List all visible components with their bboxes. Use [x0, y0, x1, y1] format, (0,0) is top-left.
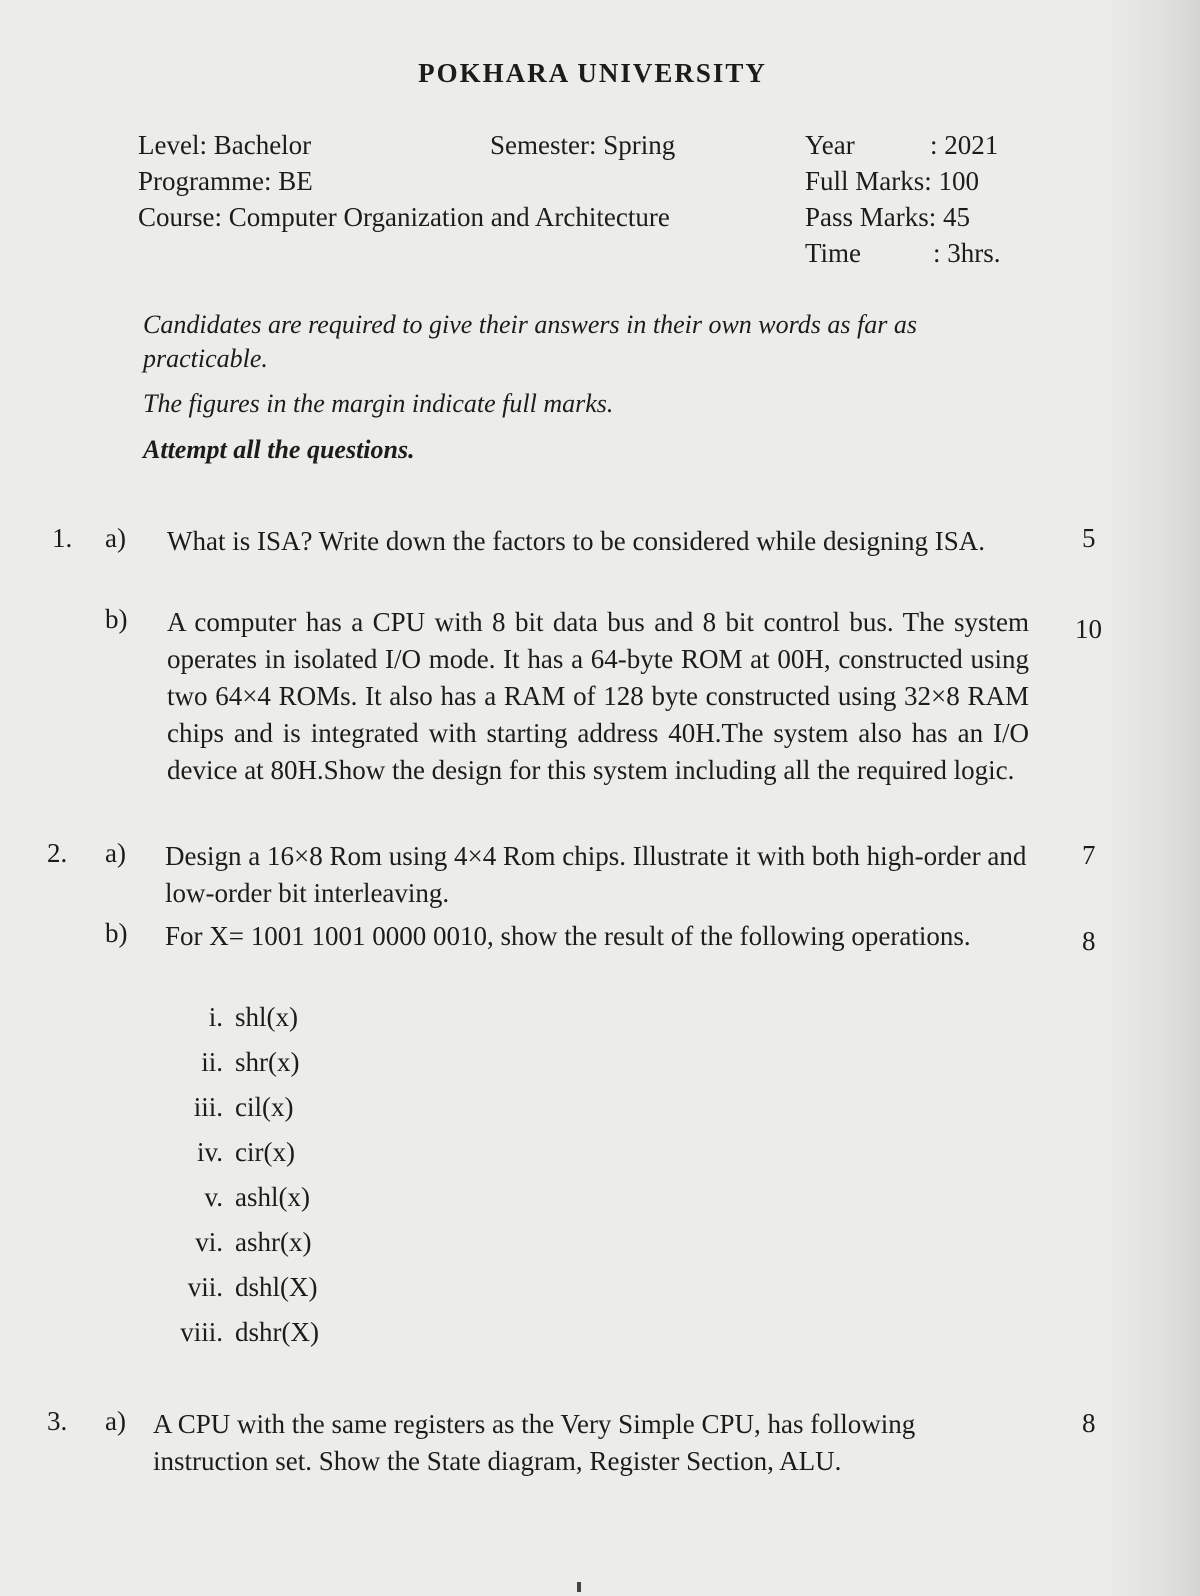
marks: 8: [1082, 1408, 1096, 1438]
instruction-attempt-all: Attempt all the questions.: [143, 435, 415, 464]
full-marks-label: Full Marks: 100: [805, 166, 980, 196]
item-text: cir(x): [235, 1137, 295, 1167]
list-item: [0, 1040, 700, 1085]
question-number: 2.: [47, 838, 68, 868]
time-label: Time: [805, 238, 862, 268]
item-text: cil(x): [235, 1092, 294, 1122]
year-value: : 2021: [930, 130, 999, 160]
operations-list: [0, 995, 700, 1355]
marks: 8: [1082, 926, 1096, 956]
list-item: [0, 1175, 700, 1220]
item-number: i.: [208, 1002, 223, 1032]
question-number: 3.: [47, 1406, 68, 1436]
semester-label: Semester: Spring: [490, 130, 676, 160]
level-label: Level: Bachelor: [138, 130, 312, 160]
item-text: dshl(X): [235, 1272, 318, 1302]
list-item: [0, 1220, 700, 1265]
course-label: Course: Computer Organization and Architecture: [138, 202, 670, 232]
item-number: viii.: [180, 1317, 223, 1347]
list-item: [0, 1085, 700, 1130]
year-label: Year: [805, 130, 855, 160]
item-text: dshr(X): [235, 1317, 319, 1347]
item-number: v.: [204, 1182, 223, 1212]
part-label: a): [105, 523, 126, 553]
list-item: [0, 1310, 700, 1355]
time-value: : 3hrs.: [933, 238, 1001, 268]
instruction-candidates: Candidates are required to give their answers in their own words as far as practicable.: [143, 310, 917, 373]
page-mark: [577, 1582, 581, 1592]
part-label: b): [105, 604, 128, 634]
item-text: ashr(x): [235, 1227, 312, 1257]
item-text: shr(x): [235, 1047, 300, 1077]
university-title: POKHARA UNIVERSITY: [418, 58, 767, 88]
marks: 7: [1082, 840, 1096, 870]
instruction-marks: The figures in the margin indicate full marks.: [143, 389, 614, 418]
question-text: What is ISA? Write down the factors to be considered while designing ISA.: [167, 526, 985, 556]
item-number: iii.: [193, 1092, 223, 1122]
marks: 10: [1075, 614, 1102, 644]
item-number: ii.: [201, 1047, 223, 1077]
item-text: shl(x): [235, 1002, 298, 1032]
item-number: vi.: [195, 1227, 223, 1257]
item-number: iv.: [197, 1137, 223, 1167]
list-item: [0, 1265, 700, 1310]
part-label: a): [105, 838, 126, 868]
programme-label: Programme: BE: [138, 166, 313, 196]
question-text: A CPU with the same registers as the Very Simple CPU, has following instruction set. Show the State diagram, Register Section, ALU.: [153, 1409, 916, 1476]
question-text: Design a 16×8 Rom using 4×4 Rom chips. Illustrate it with both high-order and low-order bit interleaving.: [165, 841, 1027, 908]
question-text: A computer has a CPU with 8 bit data bus and 8 bit control bus. The system operates in isolated I/O mode. It has a 64-byte ROM at 00H, constructed using two 64×4 ROMs. It also has a RAM of 128 byte constructed using 32×8 RAM chips and is integrated with starting address 40H.The system also has an I/O device at 80H.Show the design for this system including all the required logic.: [167, 607, 1029, 785]
question-text: For X= 1001 1001 0000 0010, show the result of the following operations.: [165, 921, 971, 951]
question-number: 1.: [52, 523, 73, 553]
marks: 5: [1082, 523, 1096, 553]
item-number: vii.: [187, 1272, 223, 1302]
item-text: ashl(x): [235, 1182, 310, 1212]
list-item: [0, 1130, 700, 1175]
pass-marks-label: Pass Marks: 45: [805, 202, 971, 232]
part-label: a): [105, 1406, 126, 1436]
list-item: [0, 995, 700, 1040]
part-label: b): [105, 918, 128, 948]
